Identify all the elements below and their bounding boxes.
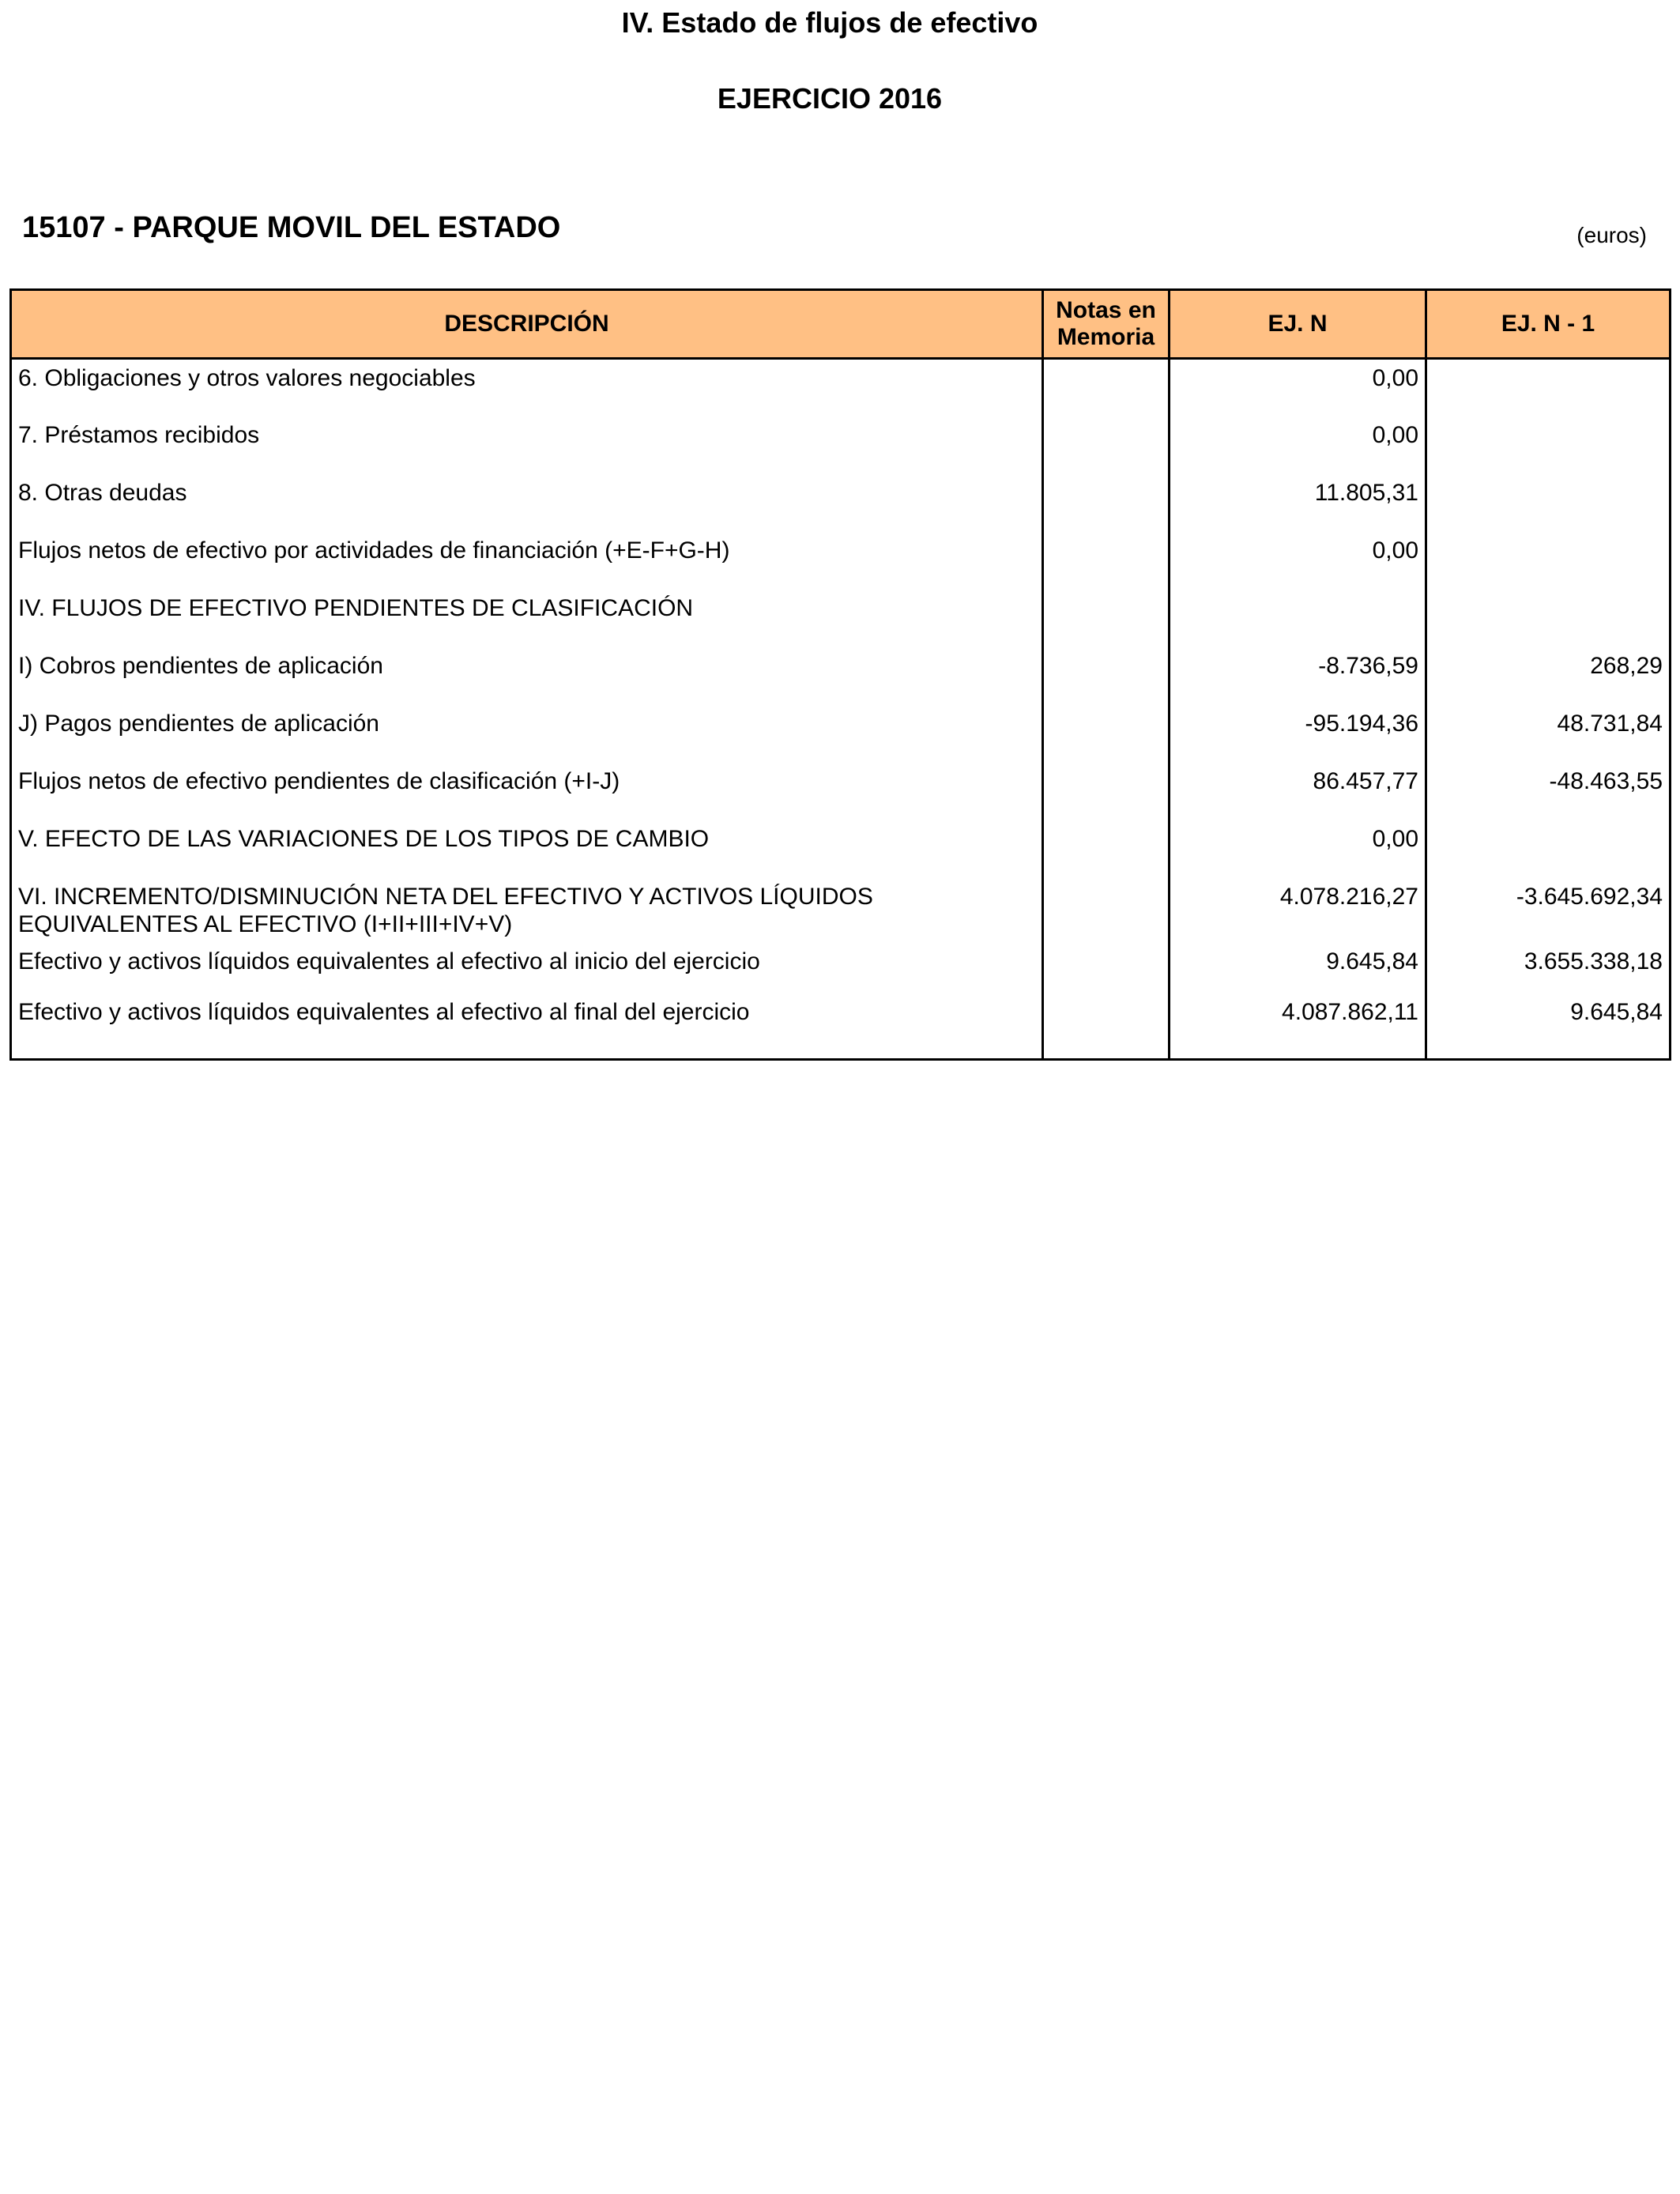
col-header-year-n: EJ. N — [1170, 290, 1426, 359]
table-row — [11, 417, 1671, 474]
row-description: Efectivo y activos líquidos equivalentes al efectivo al final del ejercicio — [11, 993, 1043, 1060]
row-year-n1 — [1426, 820, 1671, 878]
row-year-n: 0,00 — [1170, 359, 1426, 417]
row-year-n: 0,00 — [1170, 417, 1426, 474]
table-row — [11, 943, 1671, 993]
table-row — [11, 705, 1671, 763]
row-year-n: 86.457,77 — [1170, 763, 1426, 820]
row-notes — [1043, 820, 1170, 878]
row-year-n — [1170, 590, 1426, 647]
row-description: 8. Otras deudas — [11, 474, 1043, 532]
row-year-n1: 3.655.338,18 — [1426, 943, 1671, 993]
table-row — [11, 993, 1671, 1060]
table-row — [11, 359, 1671, 417]
row-notes — [1043, 993, 1170, 1060]
row-notes — [1043, 647, 1170, 705]
row-description: 6. Obligaciones y otros valores negociables — [11, 359, 1043, 417]
row-year-n1: 48.731,84 — [1426, 705, 1671, 763]
table-row — [11, 474, 1671, 532]
row-year-n: 0,00 — [1170, 820, 1426, 878]
row-notes — [1043, 474, 1170, 532]
row-notes — [1043, 878, 1170, 943]
table-row — [11, 647, 1671, 705]
row-year-n: 0,00 — [1170, 532, 1426, 590]
page-title: IV. Estado de flujos de efectivo — [621, 6, 1038, 39]
row-year-n1 — [1426, 417, 1671, 474]
row-description: Efectivo y activos líquidos equivalentes al efectivo al inicio del ejercicio — [11, 943, 1043, 993]
table-row — [11, 820, 1671, 878]
col-header-description: DESCRIPCIÓN — [11, 290, 1043, 359]
entity-name: 15107 - PARQUE MOVIL DEL ESTADO — [22, 211, 561, 244]
row-year-n1: -48.463,55 — [1426, 763, 1671, 820]
row-description: I) Cobros pendientes de aplicación — [11, 647, 1043, 705]
row-year-n1 — [1426, 359, 1671, 417]
row-notes — [1043, 705, 1170, 763]
row-year-n: 9.645,84 — [1170, 943, 1426, 993]
row-year-n: 11.805,31 — [1170, 474, 1426, 532]
units-label: (euros) — [1576, 223, 1647, 247]
row-year-n1 — [1426, 474, 1671, 532]
row-notes — [1043, 532, 1170, 590]
row-notes — [1043, 417, 1170, 474]
row-notes — [1043, 359, 1170, 417]
row-description: Flujos netos de efectivo pendientes de clasificación (+I-J) — [11, 763, 1043, 820]
row-year-n: 4.078.216,27 — [1170, 878, 1426, 943]
table-row — [11, 763, 1671, 820]
col-header-year-n1: EJ. N - 1 — [1426, 290, 1671, 359]
table-row — [11, 532, 1671, 590]
row-year-n1 — [1426, 532, 1671, 590]
row-notes — [1043, 943, 1170, 993]
row-description: VI. INCREMENTO/DISMINUCIÓN NETA DEL EFECTIVO Y ACTIVOS LÍQUIDOS EQUIVALENTES AL EFECTIVO (I+II+III+IV+V) — [11, 878, 1043, 943]
row-year-n1: 268,29 — [1426, 647, 1671, 705]
row-notes — [1043, 590, 1170, 647]
row-year-n1: -3.645.692,34 — [1426, 878, 1671, 943]
row-year-n: -95.194,36 — [1170, 705, 1426, 763]
row-description: IV. FLUJOS DE EFECTIVO PENDIENTES DE CLASIFICACIÓN — [11, 590, 1043, 647]
col-header-notes: Notas en Memoria — [1043, 290, 1170, 359]
row-year-n: -8.736,59 — [1170, 647, 1426, 705]
table-row — [11, 878, 1671, 943]
cash-flow-table — [9, 288, 1671, 1061]
row-year-n1: 9.645,84 — [1426, 993, 1671, 1060]
row-description: J) Pagos pendientes de aplicación — [11, 705, 1043, 763]
row-description: V. EFECTO DE LAS VARIACIONES DE LOS TIPOS DE CAMBIO — [11, 820, 1043, 878]
row-description: 7. Préstamos recibidos — [11, 417, 1043, 474]
table-header-row — [11, 290, 1671, 359]
exercise-title: EJERCICIO 2016 — [717, 82, 943, 115]
row-description: Flujos netos de efectivo por actividades de financiación (+E-F+G-H) — [11, 532, 1043, 590]
row-notes — [1043, 763, 1170, 820]
table-row — [11, 590, 1671, 647]
row-year-n: 4.087.862,11 — [1170, 993, 1426, 1060]
row-year-n1 — [1426, 590, 1671, 647]
